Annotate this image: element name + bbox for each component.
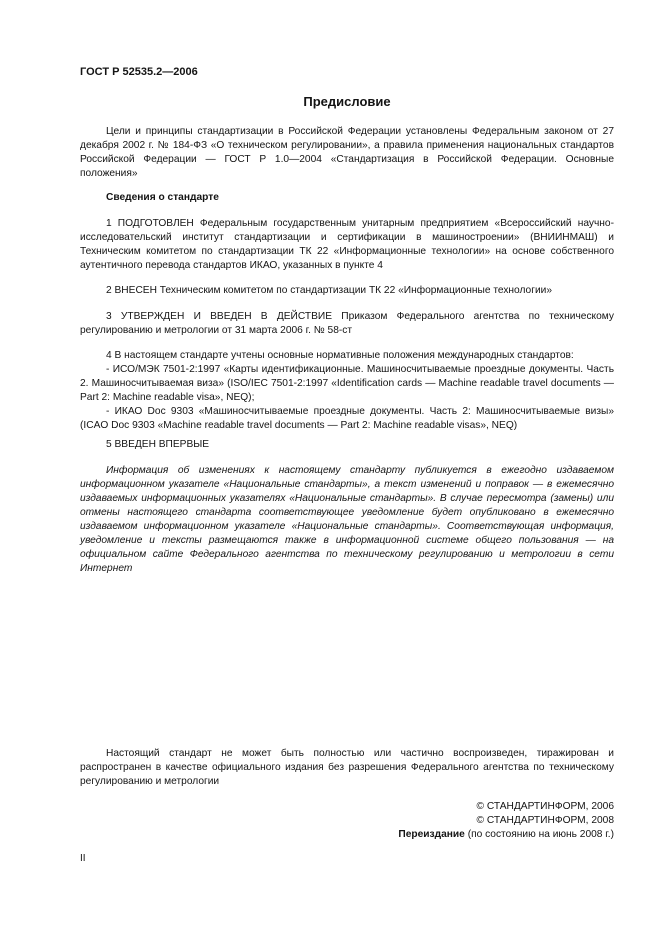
page-number: II (80, 853, 86, 864)
document-code: ГОСТ Р 52535.2—2006 (80, 66, 198, 78)
item-5 (80, 438, 614, 452)
item-4-lead: 4 В настоящем стандарте учтены основные нормативные положения международных стандартов: (106, 350, 574, 361)
item-3 (80, 310, 614, 338)
restriction-paragraph (80, 747, 614, 789)
section-heading: Сведения о стандарте (106, 192, 219, 203)
item-4-ref-icao: - ИКАО Doc 9303 «Машиносчитываемые проездные документы. Часть 2: Машиносчитываемые визы» (ICAO Doc 9303 «Machine readable travel documents — Part 2: Machine readable visas», NEQ) (80, 406, 614, 431)
item-4-ref-iso: - ИСО/МЭК 7501-2:1997 «Карты идентификационные. Машиносчитываемые проездные документы. Часть 2. Машиносчитываемая виза» (ISO/IEC 7501-2:1997 «Identification cards — Machine readable travel documents — Part 2: Machine readable visa», NEQ); (80, 364, 614, 403)
notice-text: Информация об изменениях к настоящему стандарту публикуется в ежегодно издаваемом информационном указателе «Национальные стандарты», а текст изменений и поправок — в ежемесячно издаваемых информационных указателях «Национальные стандарты». В случае пересмотра (замены) или отмены настоящего стандарта соответствующее уведомление будет опубликовано в ежемесячно издаваемом информационном указателе «Национальные стандарты». Соответствующая информация, уведомление и тексты размещаются также в информационной системе общего пользования — на официальном сайте Федерального агентства по техническому регулированию и метрологии в сети Интернет (80, 465, 614, 574)
page-title: Предисловие (303, 94, 391, 109)
item-3-text: 3 УТВЕРЖДЕН И ВВЕДЕН В ДЕЙСТВИЕ Приказом Федерального агентства по техническому регулированию и метрологии от 31 марта 2006 г. № 58-ст (80, 311, 614, 336)
reissue-line (398, 828, 614, 842)
intro-text: Цели и принципы стандартизации в Российской Федерации установлены Федеральным законом от 27 декабря 2002 г. № 184-ФЗ «О техническом регулировании», а правила применения национальных стандартов Российской Федерации — ГОСТ Р 1.0—2004 «Стандартизация в Российской Федерации. Основные положения» (80, 126, 614, 179)
intro-paragraph (80, 125, 614, 181)
item-1-text: 1 ПОДГОТОВЛЕН Федеральным государственным унитарным предприятием «Всероссийский научно-исследовательский институт стандартизации и сертификации в машиностроении» (ВНИИНМАШ) и Техническим комитетом по стандартизации ТК 22 «Информационные технологии» на основе собственного аутентичного перевода стандартов ИКАО, указанных в пункте 4 (80, 218, 614, 271)
item-5-text: 5 ВВЕДЕН ВПЕРВЫЕ (106, 439, 210, 450)
notice-paragraph (80, 464, 614, 576)
item-2 (80, 284, 614, 298)
item-4 (80, 349, 614, 433)
item-2-text: 2 ВНЕСЕН Техническим комитетом по стандартизации ТК 22 «Информационные технологии» (106, 285, 552, 296)
reissue-note: (по состоянию на июнь 2008 г.) (467, 829, 614, 840)
restriction-text: Настоящий стандарт не может быть полностью или частично воспроизведен, тиражирован и распространен в качестве официального издания без разрешения Федерального агентства по техническому регулированию и метрологии (80, 748, 614, 787)
copyright-block (398, 800, 614, 842)
copyright-line-1: © СТАНДАРТИНФОРМ, 2006 (476, 801, 614, 812)
item-1 (80, 217, 614, 273)
reissue-label: Переиздание (398, 829, 465, 840)
copyright-line-2: © СТАНДАРТИНФОРМ, 2008 (476, 815, 614, 826)
